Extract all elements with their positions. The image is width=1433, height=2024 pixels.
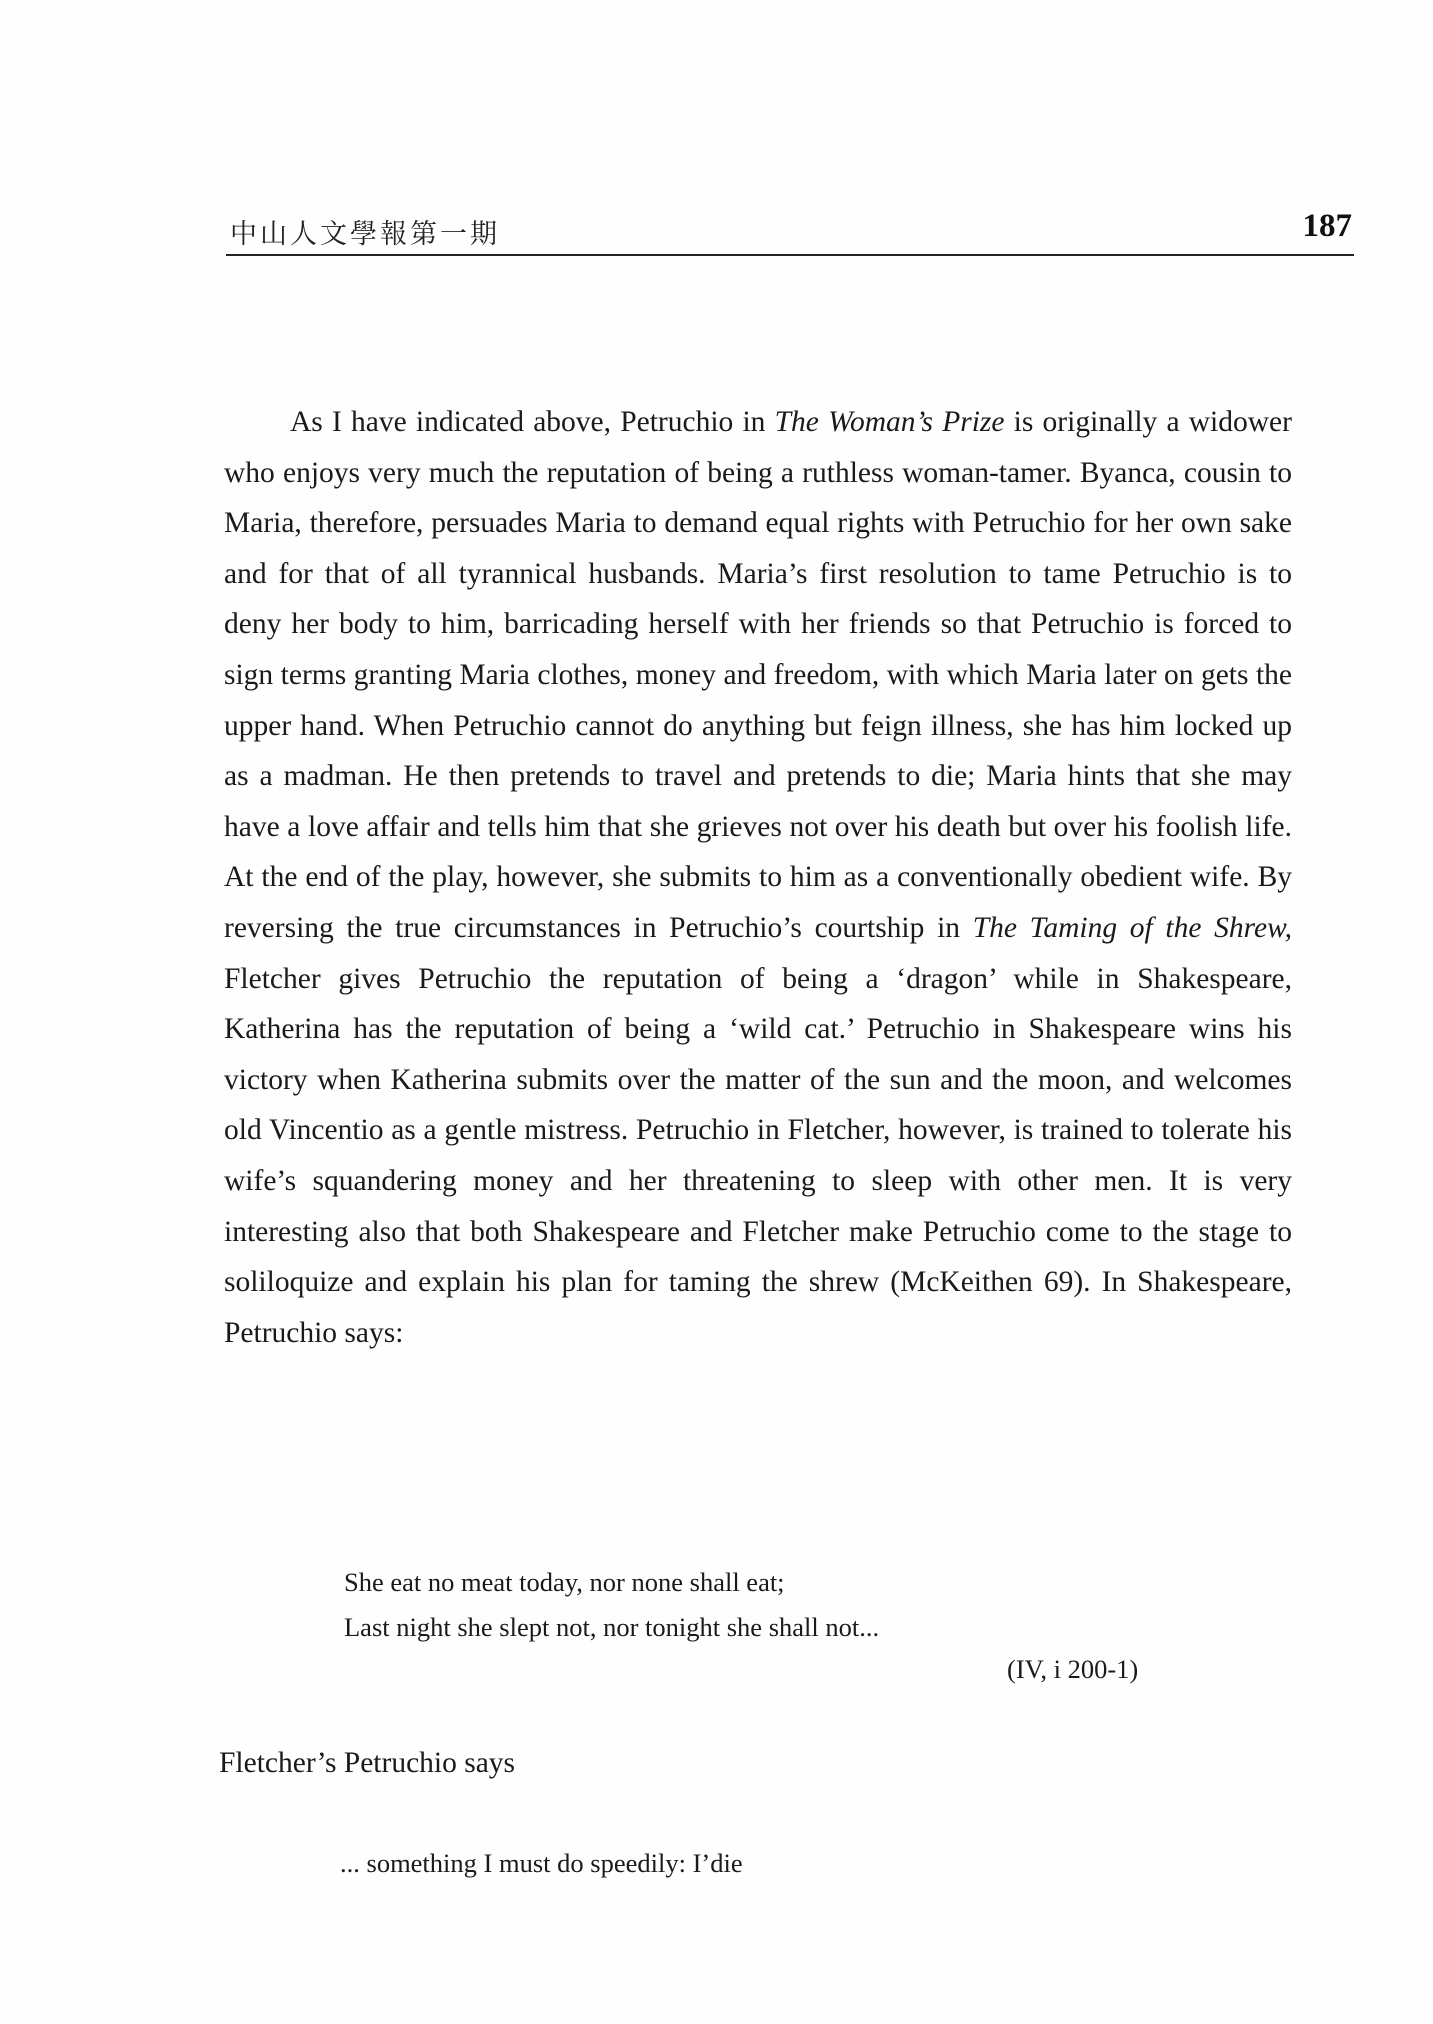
- quote-line: Last night she slept not, nor tonight she shall not...: [344, 1612, 880, 1642]
- italic-title-taming-of-the-shrew: The Taming of the Shrew,: [972, 911, 1292, 944]
- italic-title-womans-prize: The Woman’s Prize: [774, 406, 1005, 438]
- paragraph-segment: As I have indicated above, Petruchio in: [290, 406, 775, 438]
- quote-citation: (IV, i 200-1): [1007, 1654, 1139, 1684]
- quote-line: She eat no meat today, nor none shall eat;: [344, 1567, 785, 1597]
- journal-title: 中山人文學報第一期: [230, 219, 500, 250]
- body-paragraph: [224, 397, 1292, 1358]
- page-number: 187: [1302, 208, 1352, 244]
- paragraph-segment: Fletcher gives Petruchio the reputation of being a ‘dragon’ while in Shakespeare, Katherina has the reputation of being a ‘wild cat.’ Petruchio in Shakespeare wins his victory when Katherina submits over the matter of the sun and the moon, and welcomes old Vincentio as a gentle mistress. Petruchio in Fletcher, however, is trained to tolerate his wife’s squandering money and her threatening to sleep with other men. It is very interesting also that both Shakespeare and Fletcher make Petruchio come to the stage to soliloquize and explain his plan for taming the shrew (McKeithen 69). In Shakespeare, Petruchio says:: [224, 962, 1292, 1349]
- running-header: [226, 208, 1354, 256]
- fletcher-intro-line: Fletcher’s Petruchio says: [219, 1747, 516, 1779]
- block-quote-shakespeare: [344, 1560, 1164, 1650]
- block-quote-fletcher: ... something I must do speedily: I’die: [340, 1848, 743, 1878]
- paragraph-segment: is originally a widower who enjoys very much the reputation of being a ruthless woman-tamer. Byanca, cousin to Maria, therefore, persuades Maria to demand equal rights with Petruchio for her own sake and for that of all tyrannical husbands. Maria’s first resolution to tame Petruchio is to deny her body to him, barricading herself with her friends so that Petruchio is forced to sign terms granting Maria clothes, money and freedom, with which Maria later on gets the upper hand. When Petruchio cannot do anything but feign illness, she has him locked up as a madman. He then pretends to travel and pretends to die; Maria hints that she may have a love affair and tells him that she grieves not over his death but over his foolish life. At the end of the play, however, she submits to him as a conventionally obedient wife. By reversing the true circumstances in Petruchio’s courtship in: [224, 406, 1292, 944]
- paragraph-text: [224, 397, 1292, 1358]
